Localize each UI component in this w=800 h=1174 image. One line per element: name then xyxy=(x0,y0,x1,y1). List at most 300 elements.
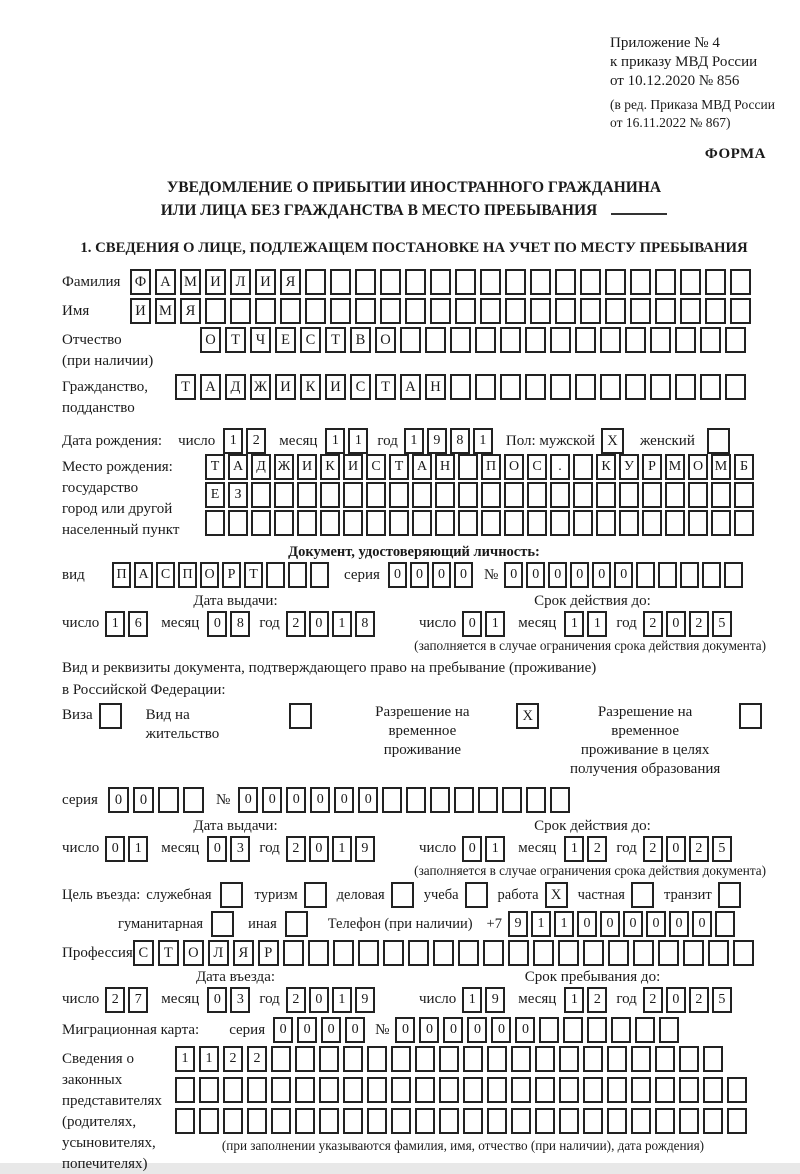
char-cell[interactable]: 0 xyxy=(548,562,567,588)
char-cell[interactable] xyxy=(297,510,317,536)
char-cell[interactable] xyxy=(367,1046,387,1072)
checkbox-cell[interactable] xyxy=(289,703,312,729)
char-cell[interactable] xyxy=(655,1077,675,1103)
char-cell[interactable]: 1 xyxy=(325,428,345,454)
char-cell[interactable] xyxy=(205,510,225,536)
char-cell[interactable]: Я xyxy=(280,269,301,295)
char-cell[interactable] xyxy=(665,510,685,536)
checkbox-cell[interactable] xyxy=(391,882,414,908)
char-cell[interactable] xyxy=(583,940,604,966)
birth-day-cells[interactable] xyxy=(223,428,269,454)
permit-issue-day-cells[interactable] xyxy=(105,836,151,862)
char-cell[interactable]: И xyxy=(130,298,151,324)
char-cell[interactable] xyxy=(688,510,708,536)
char-cell[interactable] xyxy=(608,940,629,966)
purpose-humanitarian-checkbox[interactable] xyxy=(211,911,238,937)
char-cell[interactable] xyxy=(727,1077,747,1103)
char-cell[interactable]: 1 xyxy=(105,611,125,637)
char-cell[interactable] xyxy=(458,482,478,508)
birth-month-cells[interactable] xyxy=(325,428,371,454)
char-cell[interactable]: 9 xyxy=(355,987,375,1013)
char-cell[interactable] xyxy=(703,1108,723,1134)
char-cell[interactable] xyxy=(631,1046,651,1072)
char-cell[interactable] xyxy=(658,562,677,588)
char-cell[interactable]: 2 xyxy=(286,836,306,862)
profession-cells[interactable] xyxy=(133,940,758,966)
char-cell[interactable] xyxy=(305,269,326,295)
char-cell[interactable]: 8 xyxy=(355,611,375,637)
char-cell[interactable] xyxy=(391,1108,411,1134)
char-cell[interactable]: 0 xyxy=(692,911,712,937)
char-cell[interactable]: 0 xyxy=(443,1017,463,1043)
char-cell[interactable]: 0 xyxy=(273,1017,293,1043)
char-cell[interactable]: 0 xyxy=(345,1017,365,1043)
char-cell[interactable] xyxy=(711,510,731,536)
char-cell[interactable] xyxy=(458,454,478,480)
checkbox-cell[interactable] xyxy=(99,703,122,729)
checkbox-cell[interactable] xyxy=(465,882,488,908)
char-cell[interactable] xyxy=(702,562,721,588)
char-cell[interactable] xyxy=(650,327,671,353)
residence-permit-checkbox[interactable] xyxy=(289,703,316,729)
char-cell[interactable]: 7 xyxy=(128,987,148,1013)
char-cell[interactable] xyxy=(487,1046,507,1072)
reps-row2-cells[interactable] xyxy=(175,1077,751,1103)
char-cell[interactable] xyxy=(415,1046,435,1072)
char-cell[interactable]: Р xyxy=(258,940,279,966)
char-cell[interactable] xyxy=(505,269,526,295)
char-cell[interactable]: 1 xyxy=(462,987,482,1013)
char-cell[interactable] xyxy=(199,1077,219,1103)
char-cell[interactable]: 0 xyxy=(310,787,330,813)
doc-exp-day-cells[interactable] xyxy=(462,611,508,637)
char-cell[interactable] xyxy=(319,1046,339,1072)
char-cell[interactable] xyxy=(430,787,450,813)
char-cell[interactable]: 5 xyxy=(712,836,732,862)
doc-type-cells[interactable] xyxy=(112,562,332,588)
char-cell[interactable]: Т xyxy=(244,562,263,588)
char-cell[interactable] xyxy=(430,269,451,295)
purpose-tourism-checkbox[interactable] xyxy=(304,882,331,908)
char-cell[interactable] xyxy=(575,327,596,353)
char-cell[interactable]: 0 xyxy=(395,1017,415,1043)
char-cell[interactable]: К xyxy=(596,454,616,480)
char-cell[interactable]: 2 xyxy=(643,987,663,1013)
stay-year-cells[interactable] xyxy=(643,987,735,1013)
char-cell[interactable]: 1 xyxy=(348,428,368,454)
char-cell[interactable]: М xyxy=(665,454,685,480)
char-cell[interactable] xyxy=(655,1108,675,1134)
char-cell[interactable]: Т xyxy=(325,327,346,353)
char-cell[interactable]: 2 xyxy=(286,987,306,1013)
char-cell[interactable]: Р xyxy=(222,562,241,588)
char-cell[interactable]: 0 xyxy=(462,836,482,862)
char-cell[interactable] xyxy=(333,940,354,966)
char-cell[interactable] xyxy=(500,374,521,400)
birthplace-row2-cells[interactable] xyxy=(205,482,757,508)
sex-female-checkbox[interactable] xyxy=(707,428,734,454)
char-cell[interactable]: 9 xyxy=(427,428,447,454)
char-cell[interactable] xyxy=(487,1077,507,1103)
char-cell[interactable]: 0 xyxy=(614,562,633,588)
char-cell[interactable]: О xyxy=(375,327,396,353)
char-cell[interactable] xyxy=(655,1046,675,1072)
char-cell[interactable]: 3 xyxy=(230,987,250,1013)
char-cell[interactable] xyxy=(550,327,571,353)
char-cell[interactable]: И xyxy=(255,269,276,295)
char-cell[interactable]: 0 xyxy=(515,1017,535,1043)
char-cell[interactable] xyxy=(382,787,402,813)
char-cell[interactable] xyxy=(730,298,751,324)
char-cell[interactable]: 0 xyxy=(388,562,407,588)
checkbox-cell[interactable]: X xyxy=(516,703,539,729)
char-cell[interactable] xyxy=(619,510,639,536)
char-cell[interactable]: А xyxy=(200,374,221,400)
char-cell[interactable]: 1 xyxy=(332,836,352,862)
char-cell[interactable] xyxy=(247,1077,267,1103)
char-cell[interactable] xyxy=(625,374,646,400)
char-cell[interactable]: 1 xyxy=(199,1046,219,1072)
patronymic-cells[interactable] xyxy=(200,327,750,353)
char-cell[interactable] xyxy=(439,1108,459,1134)
char-cell[interactable]: О xyxy=(183,940,204,966)
char-cell[interactable]: 9 xyxy=(355,836,375,862)
char-cell[interactable]: 0 xyxy=(454,562,473,588)
char-cell[interactable] xyxy=(310,562,329,588)
char-cell[interactable]: Д xyxy=(225,374,246,400)
char-cell[interactable] xyxy=(727,1108,747,1134)
char-cell[interactable]: 0 xyxy=(262,787,282,813)
char-cell[interactable] xyxy=(587,1017,607,1043)
char-cell[interactable] xyxy=(295,1077,315,1103)
permit-exp-year-cells[interactable] xyxy=(643,836,735,862)
char-cell[interactable] xyxy=(708,940,729,966)
char-cell[interactable] xyxy=(483,940,504,966)
char-cell[interactable]: 0 xyxy=(297,1017,317,1043)
char-cell[interactable] xyxy=(295,1046,315,1072)
char-cell[interactable]: 8 xyxy=(230,611,250,637)
char-cell[interactable] xyxy=(343,482,363,508)
char-cell[interactable] xyxy=(463,1077,483,1103)
temp-residence-edu-checkbox[interactable] xyxy=(739,703,766,729)
char-cell[interactable] xyxy=(330,298,351,324)
char-cell[interactable] xyxy=(271,1046,291,1072)
char-cell[interactable]: Е xyxy=(275,327,296,353)
doc-exp-month-cells[interactable] xyxy=(564,611,610,637)
char-cell[interactable]: 2 xyxy=(105,987,125,1013)
char-cell[interactable]: 1 xyxy=(531,911,551,937)
char-cell[interactable] xyxy=(380,269,401,295)
char-cell[interactable]: 0 xyxy=(666,836,686,862)
char-cell[interactable]: К xyxy=(300,374,321,400)
sex-male-checkbox[interactable] xyxy=(601,428,628,454)
char-cell[interactable] xyxy=(183,787,204,813)
purpose-official-checkbox[interactable] xyxy=(220,882,247,908)
char-cell[interactable] xyxy=(525,327,546,353)
char-cell[interactable] xyxy=(511,1108,531,1134)
char-cell[interactable]: М xyxy=(180,269,201,295)
char-cell[interactable]: 0 xyxy=(666,987,686,1013)
char-cell[interactable]: Я xyxy=(233,940,254,966)
char-cell[interactable]: 2 xyxy=(689,611,709,637)
char-cell[interactable] xyxy=(535,1108,555,1134)
char-cell[interactable] xyxy=(605,298,626,324)
char-cell[interactable]: 0 xyxy=(600,911,620,937)
char-cell[interactable]: 1 xyxy=(473,428,493,454)
char-cell[interactable]: 1 xyxy=(128,836,148,862)
citizenship-cells[interactable] xyxy=(175,374,750,400)
char-cell[interactable] xyxy=(320,510,340,536)
char-cell[interactable]: 2 xyxy=(689,836,709,862)
char-cell[interactable] xyxy=(355,298,376,324)
char-cell[interactable]: Т xyxy=(225,327,246,353)
char-cell[interactable]: 2 xyxy=(587,987,607,1013)
char-cell[interactable] xyxy=(724,562,743,588)
char-cell[interactable] xyxy=(288,562,307,588)
char-cell[interactable]: 0 xyxy=(105,836,125,862)
char-cell[interactable] xyxy=(199,1108,219,1134)
char-cell[interactable] xyxy=(607,1108,627,1134)
char-cell[interactable] xyxy=(389,510,409,536)
char-cell[interactable] xyxy=(505,298,526,324)
char-cell[interactable]: 0 xyxy=(592,562,611,588)
phone-cells[interactable] xyxy=(508,911,738,937)
char-cell[interactable]: 1 xyxy=(332,987,352,1013)
notification-number-blank[interactable] xyxy=(611,213,667,215)
char-cell[interactable] xyxy=(635,1017,655,1043)
char-cell[interactable] xyxy=(305,298,326,324)
char-cell[interactable] xyxy=(504,510,524,536)
char-cell[interactable] xyxy=(430,298,451,324)
char-cell[interactable] xyxy=(205,298,226,324)
doc-exp-year-cells[interactable] xyxy=(643,611,735,637)
char-cell[interactable] xyxy=(533,940,554,966)
char-cell[interactable] xyxy=(406,787,426,813)
char-cell[interactable]: 0 xyxy=(238,787,258,813)
visa-checkbox[interactable] xyxy=(99,703,126,729)
char-cell[interactable]: 0 xyxy=(133,787,154,813)
birthplace-row1-cells[interactable] xyxy=(205,454,757,480)
char-cell[interactable] xyxy=(583,1108,603,1134)
char-cell[interactable]: 1 xyxy=(175,1046,195,1072)
char-cell[interactable]: 1 xyxy=(564,611,584,637)
char-cell[interactable]: 1 xyxy=(587,611,607,637)
char-cell[interactable] xyxy=(435,510,455,536)
char-cell[interactable]: Е xyxy=(205,482,225,508)
char-cell[interactable] xyxy=(558,940,579,966)
char-cell[interactable]: А xyxy=(134,562,153,588)
char-cell[interactable] xyxy=(563,1017,583,1043)
char-cell[interactable] xyxy=(703,1077,723,1103)
surname-cells[interactable] xyxy=(130,269,755,295)
char-cell[interactable] xyxy=(391,1077,411,1103)
char-cell[interactable] xyxy=(343,1108,363,1134)
char-cell[interactable] xyxy=(251,510,271,536)
char-cell[interactable]: 0 xyxy=(309,611,329,637)
char-cell[interactable] xyxy=(625,327,646,353)
char-cell[interactable] xyxy=(175,1108,195,1134)
mig-series-cells[interactable] xyxy=(273,1017,369,1043)
char-cell[interactable] xyxy=(705,269,726,295)
char-cell[interactable] xyxy=(487,1108,507,1134)
char-cell[interactable] xyxy=(458,940,479,966)
permit-exp-month-cells[interactable] xyxy=(564,836,610,862)
char-cell[interactable] xyxy=(450,327,471,353)
reps-row1-cells[interactable] xyxy=(175,1046,751,1072)
char-cell[interactable] xyxy=(478,787,498,813)
char-cell[interactable] xyxy=(559,1077,579,1103)
char-cell[interactable] xyxy=(535,1046,555,1072)
char-cell[interactable] xyxy=(559,1108,579,1134)
char-cell[interactable] xyxy=(266,562,285,588)
char-cell[interactable] xyxy=(158,787,179,813)
char-cell[interactable] xyxy=(683,940,704,966)
char-cell[interactable]: 2 xyxy=(223,1046,243,1072)
char-cell[interactable] xyxy=(481,510,501,536)
char-cell[interactable] xyxy=(596,510,616,536)
char-cell[interactable]: 0 xyxy=(623,911,643,937)
char-cell[interactable] xyxy=(508,940,529,966)
char-cell[interactable] xyxy=(408,940,429,966)
char-cell[interactable] xyxy=(573,482,593,508)
char-cell[interactable] xyxy=(367,1077,387,1103)
char-cell[interactable] xyxy=(389,482,409,508)
temp-residence-checkbox[interactable] xyxy=(516,703,543,729)
char-cell[interactable] xyxy=(415,1077,435,1103)
char-cell[interactable] xyxy=(450,374,471,400)
char-cell[interactable] xyxy=(511,1077,531,1103)
char-cell[interactable]: Н xyxy=(425,374,446,400)
char-cell[interactable] xyxy=(380,298,401,324)
char-cell[interactable] xyxy=(705,298,726,324)
char-cell[interactable] xyxy=(435,482,455,508)
char-cell[interactable]: 0 xyxy=(467,1017,487,1043)
char-cell[interactable] xyxy=(366,510,386,536)
char-cell[interactable]: 0 xyxy=(309,987,329,1013)
char-cell[interactable] xyxy=(611,1017,631,1043)
char-cell[interactable] xyxy=(633,940,654,966)
char-cell[interactable]: Я xyxy=(180,298,201,324)
char-cell[interactable]: Л xyxy=(208,940,229,966)
char-cell[interactable] xyxy=(412,482,432,508)
char-cell[interactable] xyxy=(463,1108,483,1134)
char-cell[interactable] xyxy=(355,269,376,295)
char-cell[interactable] xyxy=(511,1046,531,1072)
char-cell[interactable]: 2 xyxy=(286,611,306,637)
char-cell[interactable] xyxy=(415,1108,435,1134)
char-cell[interactable] xyxy=(630,269,651,295)
char-cell[interactable] xyxy=(223,1108,243,1134)
char-cell[interactable]: О xyxy=(200,562,219,588)
purpose-other-checkbox[interactable] xyxy=(285,911,312,937)
char-cell[interactable]: 0 xyxy=(504,562,523,588)
checkbox-cell[interactable] xyxy=(304,882,327,908)
char-cell[interactable]: 1 xyxy=(404,428,424,454)
char-cell[interactable] xyxy=(642,482,662,508)
char-cell[interactable]: П xyxy=(178,562,197,588)
char-cell[interactable]: 0 xyxy=(669,911,689,937)
entry-day-cells[interactable] xyxy=(105,987,151,1013)
char-cell[interactable] xyxy=(631,1108,651,1134)
purpose-private-checkbox[interactable] xyxy=(631,882,658,908)
char-cell[interactable] xyxy=(405,298,426,324)
char-cell[interactable]: А xyxy=(228,454,248,480)
char-cell[interactable]: 5 xyxy=(712,987,732,1013)
char-cell[interactable] xyxy=(527,510,547,536)
char-cell[interactable]: 5 xyxy=(712,611,732,637)
char-cell[interactable]: 9 xyxy=(485,987,505,1013)
char-cell[interactable] xyxy=(223,1077,243,1103)
char-cell[interactable] xyxy=(675,374,696,400)
char-cell[interactable]: Д xyxy=(251,454,271,480)
char-cell[interactable] xyxy=(247,1108,267,1134)
checkbox-cell[interactable] xyxy=(631,882,654,908)
char-cell[interactable] xyxy=(555,298,576,324)
char-cell[interactable] xyxy=(688,482,708,508)
char-cell[interactable]: 0 xyxy=(108,787,129,813)
permit-issue-year-cells[interactable] xyxy=(286,836,378,862)
char-cell[interactable]: Т xyxy=(205,454,225,480)
char-cell[interactable] xyxy=(725,327,746,353)
char-cell[interactable] xyxy=(679,1077,699,1103)
char-cell[interactable] xyxy=(455,298,476,324)
birth-year-cells[interactable] xyxy=(404,428,496,454)
char-cell[interactable] xyxy=(412,510,432,536)
char-cell[interactable]: 1 xyxy=(564,836,584,862)
char-cell[interactable] xyxy=(343,510,363,536)
char-cell[interactable]: С xyxy=(156,562,175,588)
char-cell[interactable]: Ф xyxy=(130,269,151,295)
char-cell[interactable] xyxy=(636,562,655,588)
char-cell[interactable] xyxy=(320,482,340,508)
char-cell[interactable]: К xyxy=(320,454,340,480)
char-cell[interactable]: 2 xyxy=(689,987,709,1013)
char-cell[interactable] xyxy=(631,1077,651,1103)
char-cell[interactable]: . xyxy=(550,454,570,480)
char-cell[interactable] xyxy=(405,269,426,295)
char-cell[interactable] xyxy=(481,482,501,508)
char-cell[interactable] xyxy=(175,1077,195,1103)
char-cell[interactable] xyxy=(550,787,570,813)
char-cell[interactable]: О xyxy=(200,327,221,353)
checkbox-cell[interactable]: X xyxy=(545,882,568,908)
char-cell[interactable] xyxy=(711,482,731,508)
char-cell[interactable] xyxy=(700,374,721,400)
char-cell[interactable] xyxy=(600,374,621,400)
char-cell[interactable] xyxy=(530,298,551,324)
char-cell[interactable]: Т xyxy=(375,374,396,400)
char-cell[interactable]: Т xyxy=(158,940,179,966)
purpose-work-checkbox[interactable] xyxy=(545,882,572,908)
char-cell[interactable]: А xyxy=(400,374,421,400)
char-cell[interactable] xyxy=(550,510,570,536)
char-cell[interactable] xyxy=(583,1077,603,1103)
char-cell[interactable]: 2 xyxy=(247,1046,267,1072)
char-cell[interactable] xyxy=(659,1017,679,1043)
char-cell[interactable]: 0 xyxy=(207,987,227,1013)
char-cell[interactable] xyxy=(665,482,685,508)
char-cell[interactable]: 0 xyxy=(577,911,597,937)
char-cell[interactable] xyxy=(500,327,521,353)
char-cell[interactable]: 1 xyxy=(564,987,584,1013)
char-cell[interactable] xyxy=(573,510,593,536)
checkbox-cell[interactable] xyxy=(285,911,308,937)
char-cell[interactable] xyxy=(433,940,454,966)
doc-series-cells[interactable] xyxy=(388,562,476,588)
checkbox-cell[interactable]: X xyxy=(601,428,624,454)
char-cell[interactable] xyxy=(525,374,546,400)
char-cell[interactable]: Ч xyxy=(250,327,271,353)
